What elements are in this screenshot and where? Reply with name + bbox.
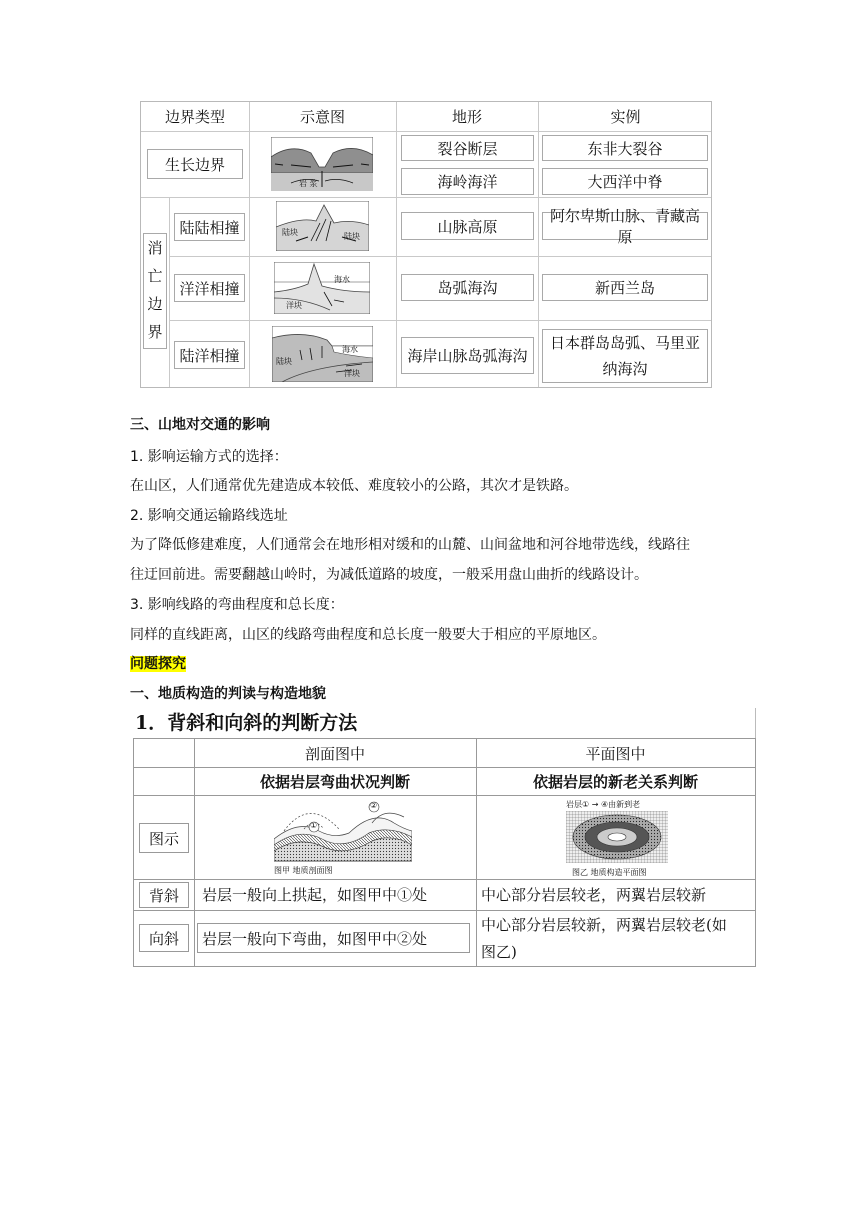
subduction-char: 亡 (147, 267, 163, 285)
syncline-plan (481, 912, 755, 966)
figure-b-legend: 岩层① → ④由新到老 (566, 800, 641, 809)
inquiry-heading: 一、地质构造的判读与构造地貌 (130, 686, 326, 702)
subtype-continent-ocean: 陆洋相撞 (174, 341, 245, 369)
row-divider (169, 320, 711, 321)
item-title-2: 2. 影响交通运输路线选址 (130, 508, 288, 524)
subheader-plan: 依据岩层的新老关系判断 (532, 772, 698, 791)
column-divider (396, 102, 397, 387)
divergent-boundary-diagram (271, 137, 373, 191)
syncline-plan-line: 图乙) (481, 943, 517, 961)
example-east-africa: 东非大裂谷 (542, 135, 708, 161)
plate-boundary-table (140, 101, 712, 388)
row-divider (169, 256, 711, 257)
plan-figure (562, 799, 672, 877)
example-atlantic: 大西洋中脊 (542, 168, 708, 195)
subduction-char: 边 (147, 295, 163, 313)
landform-ridge: 海岭海洋 (401, 168, 534, 195)
fold-table-title: 1．背斜和向斜的判断方法 (133, 708, 756, 738)
row-divider (141, 197, 711, 198)
subduction-char: 界 (147, 323, 163, 341)
column-divider (249, 102, 250, 387)
profile-figure (274, 799, 412, 877)
plate-label: 陆块 (276, 357, 292, 366)
fold-table-grid (133, 738, 756, 967)
example-japan-mariana: 日本群岛岛弧、马里亚纳海沟 (542, 329, 708, 383)
item-body-3: 同样的直线距离，山区的线路弯曲程度和总长度一般要大于相应的平原地区。 (130, 627, 606, 643)
figure-b-caption: 图乙 地质构造平面图 (572, 868, 647, 877)
subduction-char: 消 (147, 239, 163, 257)
seawater-label: 海水 (342, 345, 358, 354)
syncline-label: 向斜 (139, 924, 189, 952)
magma-label: 岩 浆 (299, 179, 318, 188)
example-alps-tibet: 阿尔卑斯山脉、青藏高原 (542, 212, 708, 240)
header-landform: 地形 (451, 108, 482, 126)
item-title-3: 3. 影响线路的弯曲程度和总长度： (130, 597, 344, 613)
anticline-profile: 岩层一般向上拱起，如图甲中①处 (202, 886, 428, 904)
header-diagram: 示意图 (299, 108, 345, 126)
plate-label: 陆块 (344, 232, 360, 241)
syncline-plan-line: 中心部分岩层较新，两翼岩层较老(如 (481, 916, 727, 934)
row-divider (141, 131, 711, 132)
seawater-label: 海水 (334, 275, 350, 284)
plate-label: 洋块 (286, 301, 302, 310)
figure-a-caption: 图甲 地质剖面图 (274, 866, 333, 875)
subduction-boundary-label (141, 197, 169, 389)
subtype-continent-continent: 陆陆相撞 (174, 213, 245, 241)
row-divider (134, 795, 755, 796)
column-divider (538, 102, 539, 387)
subtype-ocean-ocean: 洋洋相撞 (174, 274, 245, 302)
subheader-profile: 依据岩层弯曲状况判断 (259, 772, 410, 791)
item-title-1: 1. 影响运输方式的选择： (130, 449, 288, 465)
row-divider (134, 910, 755, 911)
item-body-1: 在山区，人们通常优先建造成本较低、难度较小的公路，其次才是铁路。 (130, 478, 578, 494)
plate-label: 洋块 (344, 369, 360, 378)
figure-row-label: 图示 (139, 823, 189, 853)
anticline-plan: 中心部分岩层较老，两翼岩层较新 (481, 886, 707, 904)
column-divider (169, 197, 170, 387)
landform-mountains: 山脉高原 (401, 212, 534, 240)
mark-1: ① (310, 821, 318, 830)
header-boundary-type: 边界类型 (164, 108, 225, 126)
header-profile: 剖面图中 (304, 744, 365, 763)
plate-label: 陆块 (282, 228, 298, 237)
inquiry-label (130, 653, 186, 673)
item-body-2b: 往迂回前进。需要翻越山岭时，为减低道路的坡度，一般采用盘山曲折的线路设计。 (130, 567, 648, 583)
landform-coastal-mountains: 海岸山脉岛弧海沟 (401, 337, 534, 374)
collision-diagram-continental (276, 201, 369, 251)
growth-boundary-label: 生长边界 (147, 149, 243, 179)
collision-diagram-oceanic (274, 262, 370, 314)
example-new-zealand: 新西兰岛 (542, 274, 708, 301)
anticline-label: 背斜 (139, 882, 189, 908)
item-body-2a: 为了降低修建难度，人们通常会在地形相对缓和的山麓、山间盆地和河谷地带选线，线路往 (130, 537, 690, 553)
header-example: 实例 (610, 108, 641, 126)
fold-judgment-table (133, 708, 756, 967)
header-plan: 平面图中 (585, 744, 646, 763)
highlighted-label: 问题探究 (130, 656, 186, 672)
collision-diagram-continent-ocean (272, 326, 373, 382)
section-heading-mountain-traffic: 三、山地对交通的影响 (130, 417, 270, 433)
landform-rift: 裂谷断层 (401, 135, 534, 161)
mark-2: ② (370, 801, 378, 810)
landform-island-arc: 岛弧海沟 (401, 274, 534, 301)
syncline-profile: 岩层一般向下弯曲，如图甲中②处 (197, 923, 470, 953)
